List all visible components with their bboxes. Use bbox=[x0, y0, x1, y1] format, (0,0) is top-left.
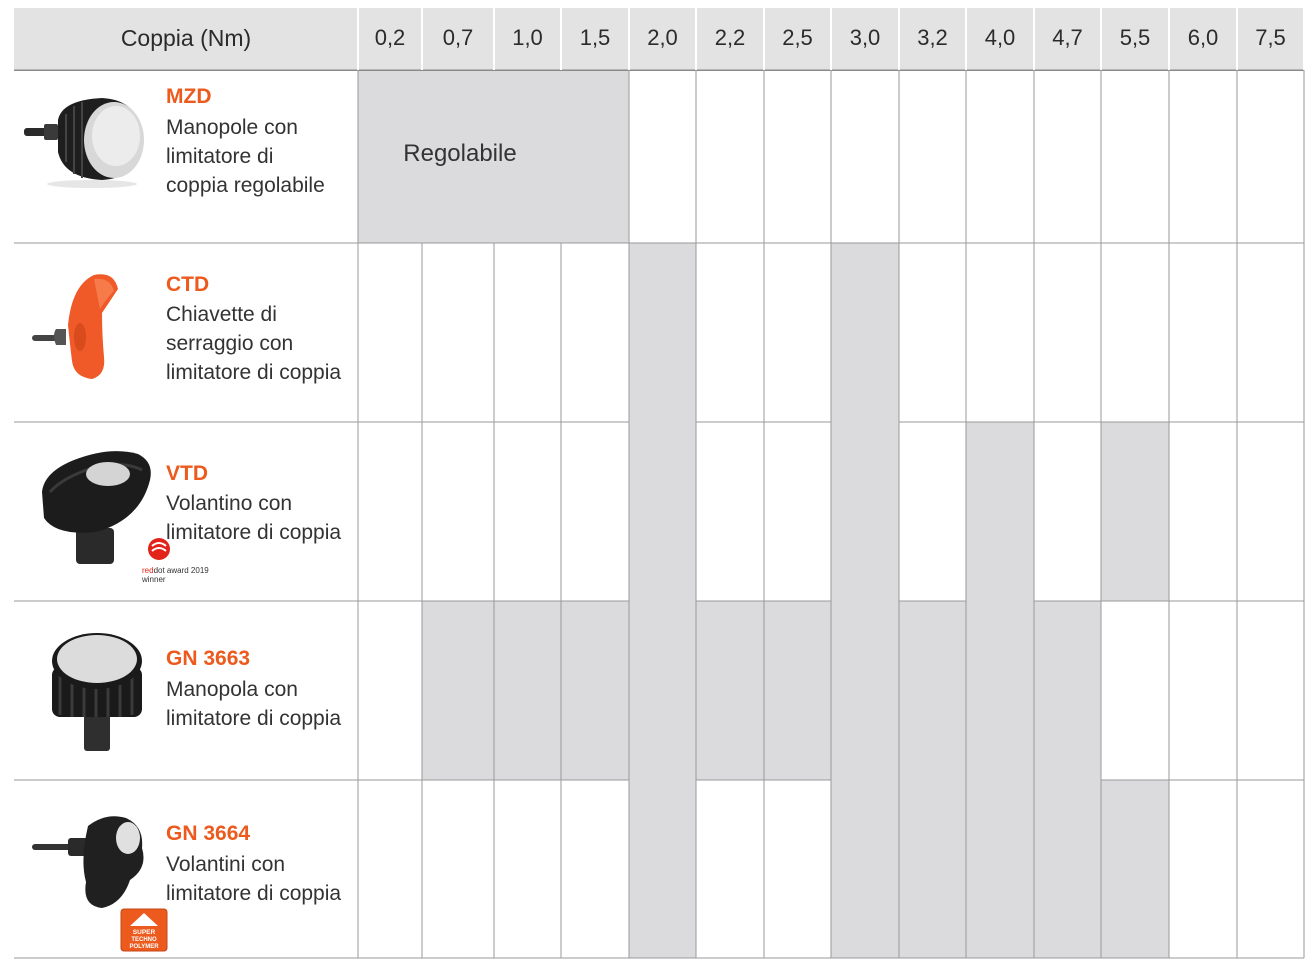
torque-cell-filled bbox=[1034, 601, 1101, 780]
product-code: GN 3663 bbox=[166, 647, 251, 670]
product-description bbox=[166, 300, 362, 387]
torque-header-value: 0,2 bbox=[374, 25, 406, 50]
desc-line: limitatore di bbox=[166, 145, 274, 168]
torque-cell-filled bbox=[696, 601, 764, 780]
torque-cell-filled bbox=[629, 422, 696, 601]
torque-cell-filled bbox=[831, 601, 899, 780]
product-code: VTD bbox=[166, 462, 208, 485]
product-row-gn3664 bbox=[14, 782, 358, 962]
torque-cell-filled bbox=[899, 780, 966, 958]
torque-header-value: 4,7 bbox=[1052, 25, 1083, 50]
torque-cell-filled bbox=[831, 243, 899, 422]
torque-header-value: 2,5 bbox=[782, 25, 813, 50]
torque-header-value: 4,0 bbox=[984, 25, 1016, 50]
product-description bbox=[166, 675, 362, 733]
torque-cell-filled bbox=[422, 601, 494, 780]
product-description bbox=[166, 850, 362, 908]
desc-line: Volantini con bbox=[166, 853, 286, 876]
torque-cell-filled bbox=[561, 601, 629, 780]
product-row-mzd bbox=[14, 72, 358, 242]
product-row-gn3663 bbox=[14, 603, 358, 779]
lobed-handwheel-icon bbox=[22, 808, 162, 918]
torque-header-value: 1,5 bbox=[579, 25, 611, 50]
desc-line: coppia regolabile bbox=[166, 174, 325, 197]
header-title: Coppia (Nm) bbox=[120, 24, 252, 51]
torque-cell-filled bbox=[1034, 780, 1101, 958]
torque-header-value: 3,2 bbox=[917, 25, 948, 50]
torque-header-value: 7,5 bbox=[1255, 25, 1286, 50]
torque-cell-filled bbox=[494, 601, 561, 780]
reddot-award-text: reddot award 2019 winner bbox=[142, 566, 209, 584]
torque-cell-filled bbox=[629, 601, 696, 780]
badge-line: POLYMER bbox=[129, 944, 159, 950]
desc-line: Chiavette di bbox=[166, 303, 277, 326]
desc-line: limitatore di coppia bbox=[166, 882, 342, 905]
torque-header-value: 3,0 bbox=[849, 25, 881, 50]
product-row-ctd bbox=[14, 245, 358, 421]
torque-cell-filled bbox=[764, 601, 831, 780]
torque-header-value: 2,0 bbox=[647, 25, 678, 50]
torque-cell-filled bbox=[629, 780, 696, 958]
torque-cell-filled bbox=[966, 422, 1034, 601]
torque-cell-filled bbox=[1101, 780, 1169, 958]
torque-header-value: 1,0 bbox=[512, 25, 543, 50]
desc-line: limitatore di coppia bbox=[166, 521, 342, 544]
torque-cell-filled bbox=[966, 780, 1034, 958]
torque-header-value: 0,7 bbox=[442, 25, 474, 50]
triangular-handwheel-icon bbox=[22, 432, 162, 592]
desc-line: limitatore di coppia bbox=[166, 707, 342, 730]
product-code: MZD bbox=[166, 85, 212, 108]
super-techno-polymer-badge-icon bbox=[120, 908, 168, 952]
torque-cell-filled bbox=[561, 70, 629, 243]
wing-key-icon bbox=[22, 265, 152, 385]
badge-line: SUPER bbox=[132, 929, 156, 936]
torque-cell-filled bbox=[831, 422, 899, 601]
torque-cell-filled bbox=[831, 780, 899, 958]
torque-cell-filled bbox=[629, 243, 696, 422]
product-description bbox=[166, 489, 362, 547]
desc-line: serraggio con bbox=[166, 332, 294, 355]
product-code: GN 3664 bbox=[166, 822, 251, 845]
desc-line: Manopola con bbox=[166, 678, 298, 701]
knob-adjustable-icon bbox=[22, 90, 152, 190]
torque-header-value: 2,2 bbox=[714, 25, 746, 50]
torque-header-value: 6,0 bbox=[1187, 25, 1219, 50]
desc-line: limitatore di coppia bbox=[166, 361, 342, 384]
desc-line: Volantino con bbox=[166, 492, 293, 515]
product-code: CTD bbox=[166, 273, 210, 296]
round-knob-icon bbox=[22, 615, 162, 765]
torque-cell-filled bbox=[966, 601, 1034, 780]
torque-header-value: 5,5 bbox=[1119, 25, 1151, 50]
desc-line: Manopole con bbox=[166, 116, 298, 139]
torque-cell-filled bbox=[1101, 422, 1169, 601]
torque-cell-filled bbox=[899, 601, 966, 780]
mzd-regolabile-label: Regolabile bbox=[403, 140, 517, 167]
product-row-vtd bbox=[14, 424, 358, 600]
badge-line: TECHNO bbox=[131, 937, 157, 943]
product-description bbox=[166, 113, 362, 200]
